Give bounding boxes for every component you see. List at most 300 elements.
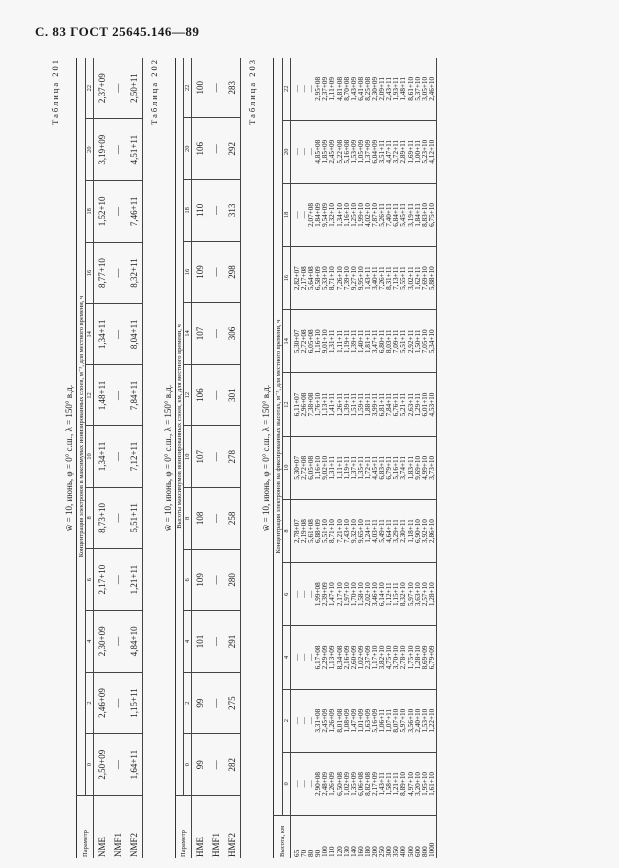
cell-value: 3,46+10	[371, 582, 380, 607]
cell-value: 9,27+10	[349, 266, 358, 291]
cell-value: 6,14+10	[378, 582, 387, 607]
cell-value: 1,81+11	[363, 329, 372, 354]
cell-value: —	[300, 590, 309, 598]
cell-value: —	[293, 85, 301, 93]
cell-value: 1,15+11	[126, 672, 143, 734]
cell-value: 298	[224, 241, 241, 303]
cell-value: 4,97+10	[406, 771, 415, 796]
column-values	[291, 120, 437, 183]
cell-value: 1,24+11	[363, 519, 372, 543]
cell-value: 2,19+08	[300, 519, 309, 543]
cell-value: —	[208, 58, 224, 118]
cell-value: 1,31+11	[328, 329, 337, 354]
cell-value: 1,85+09	[321, 139, 330, 164]
cell-value: 1,12+11	[385, 582, 394, 607]
cell-value: 99	[192, 734, 209, 796]
cell-value: 2,78+07	[293, 519, 301, 543]
cell-value: 306	[224, 303, 241, 365]
cell-value: 7,09+11	[392, 329, 401, 354]
hour-header: 2	[283, 689, 291, 752]
hour-header: 14	[184, 303, 192, 365]
param-name: NME	[96, 837, 107, 857]
cell-value: 5,51+10	[321, 519, 330, 543]
cell-value: 8,77+10	[94, 242, 111, 304]
cell-value: —	[110, 549, 126, 611]
height-value: 1000	[427, 842, 436, 857]
cell-value: 1,11+11	[335, 329, 344, 354]
cell-value: 7,87+10	[371, 203, 380, 227]
table-203-subtitle: w̄ = 10, июнь, φ = 0° с.ш., λ = 150° в.д.	[261, 384, 271, 532]
height-value: 250	[378, 846, 387, 857]
cell-value: 1,88+11	[363, 392, 372, 417]
cell-value: 283	[224, 58, 241, 118]
cell-value: 2,63+11	[406, 392, 415, 417]
cell-value: 1,07+11	[385, 708, 394, 733]
cell-value: 5,21+11	[399, 392, 408, 417]
table-202-subtitle: w̄ = 10, июнь, φ = 0° с.ш., λ = 150° в.д.	[163, 384, 173, 532]
cell-value: 1,95+10	[420, 771, 429, 796]
hour-header: 6	[184, 549, 192, 611]
cell-value: 1,83+11	[406, 456, 415, 480]
table-201-caption: Таблица 201	[50, 58, 60, 125]
param-name: HMF2	[226, 832, 237, 857]
cell-value: —	[293, 717, 301, 725]
hour-header: 12	[283, 373, 291, 436]
cell-value: 2,92+11	[406, 329, 415, 354]
cell-value: 1,75+10	[406, 645, 415, 670]
column-values	[291, 626, 437, 689]
height-value: 180	[363, 846, 372, 857]
table-row	[291, 58, 437, 858]
group-header: Высоты максимумов ионизированных слоев, км, для местного времени, ч	[176, 58, 184, 796]
cell-value: 1,47+10	[328, 582, 337, 607]
hour-header: 8	[86, 487, 94, 549]
height-value: 90	[314, 849, 323, 857]
cell-value: 1,21+11	[392, 772, 401, 796]
param-name: HMF1	[210, 832, 221, 857]
cell-value: 107	[192, 303, 209, 365]
cell-value: 1,08+09	[342, 708, 351, 733]
hour-header: 0	[86, 734, 94, 796]
cell-value: 7,84+11	[385, 392, 394, 417]
cell-value: 2,86+10	[427, 519, 436, 543]
table-row	[208, 58, 224, 858]
cell-value: —	[293, 590, 301, 598]
cell-value: 7,46+11	[126, 181, 143, 243]
cell-value: 1,93+11	[392, 77, 401, 101]
cell-value: 9,95+10	[356, 266, 365, 291]
cell-value: 3,70+10	[392, 645, 401, 670]
cell-value: 6,75+10	[427, 203, 436, 227]
cell-value: 1,47+09	[349, 708, 358, 733]
hour-header: 16	[86, 242, 94, 304]
cell-value: 5,97+10	[406, 582, 415, 607]
param-header: Параметр	[176, 796, 192, 859]
hour-header: 22	[184, 58, 192, 118]
cell-value: —	[110, 610, 126, 672]
cell-value: 1,39+11	[342, 392, 351, 417]
height-value: 130	[342, 846, 351, 857]
cell-value: —	[208, 303, 224, 365]
cell-value: 8,07+10	[392, 708, 401, 733]
cell-value: —	[300, 211, 309, 219]
column-values	[291, 247, 437, 310]
hour-header: 6	[86, 549, 94, 611]
cell-value: —	[208, 611, 224, 673]
cell-value: 7,43+10	[342, 519, 351, 543]
table-202-caption: Таблица 202	[149, 58, 159, 125]
table-201	[76, 58, 143, 858]
cell-value: —	[208, 488, 224, 550]
cell-value: 1,29+11	[413, 392, 422, 417]
cell-value: —	[300, 653, 309, 662]
hour-header: 8	[184, 488, 192, 550]
cell-value: 8,70+08	[342, 76, 351, 101]
column-values	[291, 563, 437, 626]
cell-value: —	[300, 85, 309, 93]
cell-value: 2,39+09	[321, 582, 330, 607]
cell-value: 6,01+10	[420, 392, 429, 417]
cell-value: —	[110, 119, 126, 181]
cell-value: 3,31+08	[314, 708, 323, 733]
cell-value: 2,82+07	[293, 266, 301, 291]
cell-value: 2,37+09	[363, 645, 372, 670]
cell-value: 1,62+11	[413, 266, 422, 290]
cell-value: 2,78+10	[399, 645, 408, 670]
cell-value: 1,18+11	[406, 519, 415, 543]
cell-value: 1,25+10	[349, 203, 358, 227]
cell-value: 1,76+10	[314, 392, 323, 417]
hour-header: 16	[184, 241, 192, 303]
cell-value: 2,07+08	[307, 203, 316, 227]
cell-value: 2,89+11	[399, 139, 408, 164]
height-value: 70	[300, 849, 309, 857]
cell-value: 3,40+11	[371, 266, 380, 290]
cell-value: 1,22+10	[427, 708, 436, 733]
cell-value: 8,69+09	[420, 645, 429, 670]
cell-value: 1,58+10	[356, 582, 365, 607]
cell-value: 2,57+10	[420, 582, 429, 607]
hour-header: 22	[283, 58, 291, 120]
cell-value: 1,16+10	[314, 329, 323, 354]
cell-value: 1,61+10	[427, 771, 436, 796]
cell-value: —	[293, 148, 301, 156]
cell-value: 2,50+11	[126, 58, 143, 119]
cell-value: 1,48+11	[94, 365, 111, 426]
cell-value: 3,82+10	[378, 645, 387, 670]
height-value: 400	[399, 846, 408, 857]
hour-header: 20	[283, 120, 291, 183]
cell-value: 1,13+11	[321, 392, 330, 417]
hour-header: 2	[86, 672, 94, 734]
cell-value: 2,45+09	[321, 708, 330, 733]
cell-value: 1,26+11	[335, 392, 344, 417]
cell-value: 5,16+09	[371, 708, 380, 733]
hour-header: 18	[86, 181, 94, 243]
column-values	[291, 58, 437, 120]
column-values	[291, 436, 437, 499]
hour-header: 22	[86, 58, 94, 119]
cell-value: 3,47+11	[371, 329, 380, 354]
cell-value: 2,17+10	[335, 582, 344, 607]
hour-header: 0	[184, 734, 192, 796]
hour-header: 0	[283, 752, 291, 815]
cell-value: 8,83+10	[420, 203, 429, 227]
cell-value: 5,16+08	[342, 139, 351, 164]
cell-value: 3,02+11	[406, 266, 415, 290]
cell-value: 6,90+10	[413, 519, 422, 543]
table-201-subtitle: w̄ = 10, июнь, φ = 0° с.ш., λ = 150° в.д.	[64, 384, 74, 532]
height-list	[291, 816, 437, 859]
cell-value: 6,06+08	[356, 771, 365, 796]
height-value: 500	[406, 846, 415, 857]
cell-value: —	[110, 734, 126, 796]
cell-value: 4,03+11	[371, 519, 380, 543]
cell-value: —	[307, 85, 316, 93]
cell-value: 1,28+10	[413, 645, 422, 670]
cell-value: 7,12+11	[126, 426, 143, 487]
cell-value: —	[293, 780, 301, 788]
cell-value: 3,72+11	[392, 139, 401, 164]
hour-header: 2	[184, 672, 192, 734]
height-value: 80	[307, 849, 316, 857]
cell-value: —	[208, 118, 224, 180]
cell-value: 1,84+11	[413, 203, 422, 227]
cell-value: 101	[192, 611, 209, 673]
height-value: 350	[392, 846, 401, 857]
cell-value: 1,17+10	[371, 645, 380, 670]
cell-value: 5,26+11	[378, 203, 387, 227]
cell-value: 5,64+08	[307, 266, 316, 291]
cell-value: 1,34+11	[94, 426, 111, 487]
table-row	[94, 58, 111, 858]
cell-value: 1,02+09	[356, 645, 365, 670]
height-header: Высота, км	[274, 816, 291, 859]
cell-value: —	[307, 148, 316, 156]
cell-value: —	[307, 653, 316, 662]
cell-value: 8,71+10	[328, 266, 337, 291]
cell-value: 280	[224, 549, 241, 611]
cell-value: 278	[224, 426, 241, 488]
cell-value: 109	[192, 241, 209, 303]
cell-value: 1,21+11	[126, 549, 143, 611]
cell-value: 8,89+10	[399, 771, 408, 796]
cell-value: 1,37+11	[349, 456, 358, 480]
cell-value: 5,49+11	[378, 519, 387, 543]
cell-value: 9,65+10	[356, 519, 365, 543]
cell-value: —	[307, 780, 316, 788]
rotated-content	[50, 58, 619, 858]
cell-value: 9,32+10	[349, 519, 358, 543]
cell-value: 5,55+11	[399, 266, 408, 290]
column-values	[291, 310, 437, 373]
column-values	[291, 499, 437, 562]
height-value: 800	[420, 846, 429, 857]
cell-value: 1,41+11	[328, 392, 337, 417]
cell-value: 1,31+11	[328, 456, 337, 480]
cell-value: 2,72+08	[300, 455, 309, 480]
cell-value: —	[110, 365, 126, 426]
table-row	[224, 58, 241, 858]
cell-value: 6,58+09	[314, 266, 323, 291]
cell-value: 301	[224, 364, 241, 426]
cell-value: 1,64+11	[126, 734, 143, 796]
cell-value: 1,06+11	[378, 708, 387, 733]
cell-value: —	[300, 780, 309, 788]
cell-value: 4,12+10	[427, 139, 436, 164]
hour-header: 20	[86, 119, 94, 181]
cell-value: 1,70+10	[349, 582, 358, 607]
hour-header: 10	[184, 426, 192, 488]
cell-value: 6,04+09	[371, 139, 380, 164]
cell-value: 2,29+09	[321, 645, 330, 670]
cell-value: 2,16+09	[342, 645, 351, 670]
param-name: NMF1	[112, 832, 123, 857]
cell-value: 2,40+10	[413, 708, 422, 733]
cell-value: —	[293, 211, 301, 219]
cell-value: —	[110, 487, 126, 549]
cell-value: —	[208, 180, 224, 242]
cell-value: 5,45+11	[399, 203, 408, 227]
cell-value: 2,96+08	[300, 392, 309, 417]
cell-value: 1,11+09	[328, 77, 337, 101]
cell-value: 7,21+10	[335, 519, 344, 543]
cell-value: —	[208, 672, 224, 734]
cell-value: 1,72+11	[363, 456, 372, 480]
cell-value: 1,59+11	[356, 392, 365, 417]
cell-value: 7,05+10	[420, 329, 429, 354]
cell-value: —	[208, 734, 224, 796]
cell-value: —	[300, 717, 309, 725]
cell-value: 8,03+11	[385, 329, 394, 354]
cell-value: 6,80+11	[378, 329, 387, 354]
cell-value: 6,41+08	[356, 76, 365, 101]
cell-value: 2,90+08	[314, 771, 323, 796]
cell-value: 3,19+11	[406, 203, 415, 227]
cell-value: 1,58+11	[385, 772, 394, 796]
cell-value: 3,29+11	[392, 519, 401, 543]
cell-value: —	[110, 242, 126, 304]
cell-value: 1,99+10	[356, 203, 365, 227]
cell-value: 1,43+11	[363, 266, 372, 290]
cell-value: 2,30+09	[94, 610, 111, 672]
cell-value: 1,63+09	[363, 708, 372, 733]
cell-value: 1,50+11	[413, 329, 422, 354]
cell-value: 7,39+10	[342, 266, 351, 291]
cell-value: 7,38+08	[307, 392, 316, 417]
cell-value: 7,84+11	[126, 365, 143, 426]
cell-value: 2,37+09	[94, 58, 111, 119]
cell-value: 1,15+11	[392, 582, 401, 607]
cell-value: 1,11+11	[335, 456, 344, 480]
cell-value: 8,32+10	[399, 582, 408, 607]
cell-value: 2,17+08	[300, 266, 309, 291]
cell-value: 1,43+11	[378, 772, 387, 796]
height-value: 65	[293, 849, 301, 857]
cell-value: 3,63+10	[413, 582, 422, 607]
hour-header: 12	[86, 365, 94, 426]
cell-value: 1,84+09	[314, 203, 323, 227]
cell-value: 4,51+11	[126, 119, 143, 181]
hour-header: 10	[283, 436, 291, 499]
hour-header: 12	[184, 364, 192, 426]
height-value: 160	[356, 846, 365, 857]
cell-value: 1,34+11	[94, 304, 111, 365]
cell-value: 2,17+10	[94, 549, 111, 611]
cell-value: 1,51+11	[349, 392, 358, 417]
cell-value: 8,61+10	[406, 76, 415, 101]
cell-value: 2,72+08	[300, 329, 309, 354]
cell-value: 4,64+11	[385, 519, 394, 543]
height-value: 200	[371, 846, 380, 857]
cell-value: 6,17+08	[314, 645, 323, 670]
cell-value: 1,32+10	[328, 203, 337, 227]
column-values	[291, 183, 437, 246]
cell-value: 282	[224, 734, 241, 796]
param-name: NMF2	[128, 832, 139, 857]
cell-value: 7,26+10	[335, 266, 344, 291]
cell-value: 5,88+10	[427, 266, 436, 291]
param-name: HME	[194, 837, 205, 857]
cell-value: 107	[192, 426, 209, 488]
table-row	[110, 58, 126, 858]
cell-value: —	[307, 717, 316, 725]
hour-header: 4	[184, 611, 192, 673]
cell-value: 1,00+11	[413, 139, 422, 164]
cell-value: 2,43+11	[385, 77, 394, 101]
cell-value: 1,19+11	[342, 329, 351, 354]
cell-value: —	[208, 426, 224, 488]
hour-header: 4	[86, 610, 94, 672]
table-row	[192, 58, 209, 858]
cell-value: 258	[224, 488, 241, 550]
cell-value: 3,51+11	[378, 139, 387, 164]
cell-value: 1,26+09	[328, 708, 337, 733]
column-values	[291, 689, 437, 752]
cell-value: 7,40+11	[385, 203, 394, 227]
height-value: 300	[385, 846, 394, 857]
cell-value: 3,74+11	[399, 456, 408, 480]
cell-value: 6,81+11	[378, 392, 387, 417]
height-value: 110	[328, 846, 337, 857]
height-value: 120	[335, 846, 344, 857]
cell-value: 1,16+10	[314, 455, 323, 480]
cell-value: —	[300, 148, 309, 156]
cell-value: 1,34+10	[335, 203, 344, 227]
cell-value: 6,50+08	[335, 771, 344, 796]
column-values	[291, 752, 437, 815]
cell-value: 108	[192, 488, 209, 550]
cell-value: 109	[192, 549, 209, 611]
cell-value: 6,76+11	[392, 392, 401, 417]
cell-value: 9,01+10	[321, 329, 330, 354]
cell-value: 8,34+08	[335, 645, 344, 670]
cell-value: 100	[192, 58, 209, 118]
cell-value: 1,16+10	[342, 203, 351, 227]
height-value: 100	[321, 846, 330, 857]
cell-value: 9,69+10	[413, 455, 422, 480]
cell-value: 4,85+08	[314, 139, 323, 164]
cell-value: 2,30+11	[399, 519, 408, 543]
cell-value: 7,26+11	[378, 266, 387, 290]
cell-value: 3,73+10	[427, 455, 436, 480]
cell-value: 3,19+09	[94, 119, 111, 181]
cell-value: 6,84+11	[392, 203, 401, 227]
cell-value: 2,09+11	[378, 77, 387, 101]
cell-value: 8,31+11	[385, 266, 394, 290]
column-values	[291, 373, 437, 436]
cell-value: 5,51+11	[399, 329, 408, 354]
